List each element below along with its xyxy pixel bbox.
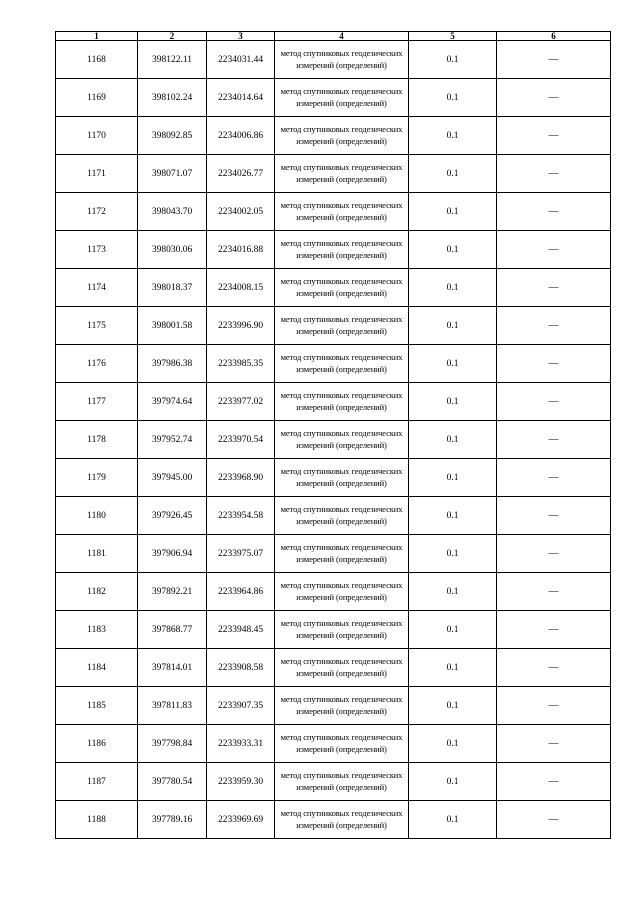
accuracy-cell: 0.1	[409, 725, 497, 763]
point-number-cell: 1180	[56, 497, 138, 535]
method-cell: метод спутниковых геодезических измерений (определений)	[275, 649, 409, 687]
accuracy-cell: 0.1	[409, 649, 497, 687]
y-coordinate-cell: 2234031.44	[207, 41, 275, 79]
column-header-6: 6	[497, 32, 611, 41]
point-number-cell: 1185	[56, 687, 138, 725]
note-cell: —	[497, 573, 611, 611]
table-row	[56, 649, 611, 687]
point-number-cell: 1172	[56, 193, 138, 231]
y-coordinate-cell: 2233954.58	[207, 497, 275, 535]
accuracy-cell: 0.1	[409, 687, 497, 725]
accuracy-cell: 0.1	[409, 231, 497, 269]
method-cell: метод спутниковых геодезических измерений (определений)	[275, 421, 409, 459]
method-cell: метод спутниковых геодезических измерений (определений)	[275, 117, 409, 155]
table-row	[56, 763, 611, 801]
x-coordinate-cell: 398102.24	[138, 79, 207, 117]
x-coordinate-cell: 397952.74	[138, 421, 207, 459]
point-number-cell: 1178	[56, 421, 138, 459]
y-coordinate-cell: 2234014.64	[207, 79, 275, 117]
x-coordinate-cell: 397945.00	[138, 459, 207, 497]
accuracy-cell: 0.1	[409, 535, 497, 573]
y-coordinate-cell: 2233948.45	[207, 611, 275, 649]
method-cell: метод спутниковых геодезических измерений (определений)	[275, 383, 409, 421]
accuracy-cell: 0.1	[409, 573, 497, 611]
method-cell: метод спутниковых геодезических измерений (определений)	[275, 41, 409, 79]
coordinates-table	[55, 31, 611, 839]
x-coordinate-cell: 397926.45	[138, 497, 207, 535]
note-cell: —	[497, 117, 611, 155]
table-row	[56, 383, 611, 421]
method-cell: метод спутниковых геодезических измерений (определений)	[275, 345, 409, 383]
x-coordinate-cell: 397868.77	[138, 611, 207, 649]
note-cell: —	[497, 497, 611, 535]
method-cell: метод спутниковых геодезических измерений (определений)	[275, 459, 409, 497]
y-coordinate-cell: 2233985.35	[207, 345, 275, 383]
method-cell: метод спутниковых геодезических измерений (определений)	[275, 687, 409, 725]
y-coordinate-cell: 2233908.58	[207, 649, 275, 687]
point-number-cell: 1176	[56, 345, 138, 383]
note-cell: —	[497, 649, 611, 687]
table-row	[56, 79, 611, 117]
accuracy-cell: 0.1	[409, 763, 497, 801]
note-cell: —	[497, 459, 611, 497]
x-coordinate-cell: 397780.54	[138, 763, 207, 801]
method-cell: метод спутниковых геодезических измерений (определений)	[275, 611, 409, 649]
table-row	[56, 497, 611, 535]
y-coordinate-cell: 2233964.86	[207, 573, 275, 611]
method-cell: метод спутниковых геодезических измерений (определений)	[275, 231, 409, 269]
x-coordinate-cell: 398030.06	[138, 231, 207, 269]
accuracy-cell: 0.1	[409, 307, 497, 345]
point-number-cell: 1173	[56, 231, 138, 269]
column-header-3: 3	[207, 32, 275, 41]
table-row	[56, 687, 611, 725]
y-coordinate-cell: 2233996.90	[207, 307, 275, 345]
method-cell: метод спутниковых геодезических измерений (определений)	[275, 801, 409, 839]
x-coordinate-cell: 398092.85	[138, 117, 207, 155]
table-row	[56, 117, 611, 155]
table-row	[56, 535, 611, 573]
table-row	[56, 269, 611, 307]
method-cell: метод спутниковых геодезических измерений (определений)	[275, 497, 409, 535]
point-number-cell: 1169	[56, 79, 138, 117]
method-cell: метод спутниковых геодезических измерений (определений)	[275, 535, 409, 573]
point-number-cell: 1182	[56, 573, 138, 611]
point-number-cell: 1177	[56, 383, 138, 421]
x-coordinate-cell: 397906.94	[138, 535, 207, 573]
method-cell: метод спутниковых геодезических измерений (определений)	[275, 307, 409, 345]
note-cell: —	[497, 687, 611, 725]
y-coordinate-cell: 2233933.31	[207, 725, 275, 763]
accuracy-cell: 0.1	[409, 497, 497, 535]
column-header-1: 1	[56, 32, 138, 41]
note-cell: —	[497, 763, 611, 801]
y-coordinate-cell: 2234016.88	[207, 231, 275, 269]
note-cell: —	[497, 193, 611, 231]
point-number-cell: 1168	[56, 41, 138, 79]
point-number-cell: 1174	[56, 269, 138, 307]
point-number-cell: 1179	[56, 459, 138, 497]
note-cell: —	[497, 269, 611, 307]
x-coordinate-cell: 397892.21	[138, 573, 207, 611]
accuracy-cell: 0.1	[409, 193, 497, 231]
x-coordinate-cell: 397986.38	[138, 345, 207, 383]
note-cell: —	[497, 79, 611, 117]
y-coordinate-cell: 2233907.35	[207, 687, 275, 725]
accuracy-cell: 0.1	[409, 117, 497, 155]
y-coordinate-cell: 2234002.05	[207, 193, 275, 231]
table-header-row	[56, 32, 611, 41]
note-cell: —	[497, 307, 611, 345]
method-cell: метод спутниковых геодезических измерений (определений)	[275, 155, 409, 193]
point-number-cell: 1186	[56, 725, 138, 763]
point-number-cell: 1183	[56, 611, 138, 649]
point-number-cell: 1181	[56, 535, 138, 573]
x-coordinate-cell: 398043.70	[138, 193, 207, 231]
x-coordinate-cell: 398001.58	[138, 307, 207, 345]
x-coordinate-cell: 397811.83	[138, 687, 207, 725]
column-header-2: 2	[138, 32, 207, 41]
table-row	[56, 345, 611, 383]
method-cell: метод спутниковых геодезических измерений (определений)	[275, 269, 409, 307]
x-coordinate-cell: 398018.37	[138, 269, 207, 307]
table-row	[56, 193, 611, 231]
y-coordinate-cell: 2233977.02	[207, 383, 275, 421]
y-coordinate-cell: 2234006.86	[207, 117, 275, 155]
point-number-cell: 1188	[56, 801, 138, 839]
note-cell: —	[497, 383, 611, 421]
accuracy-cell: 0.1	[409, 383, 497, 421]
x-coordinate-cell: 398071.07	[138, 155, 207, 193]
note-cell: —	[497, 155, 611, 193]
method-cell: метод спутниковых геодезических измерений (определений)	[275, 573, 409, 611]
accuracy-cell: 0.1	[409, 421, 497, 459]
accuracy-cell: 0.1	[409, 269, 497, 307]
accuracy-cell: 0.1	[409, 459, 497, 497]
table-row	[56, 611, 611, 649]
method-cell: метод спутниковых геодезических измерений (определений)	[275, 193, 409, 231]
accuracy-cell: 0.1	[409, 611, 497, 649]
point-number-cell: 1171	[56, 155, 138, 193]
note-cell: —	[497, 725, 611, 763]
y-coordinate-cell: 2233959.30	[207, 763, 275, 801]
table-row	[56, 231, 611, 269]
y-coordinate-cell: 2233969.69	[207, 801, 275, 839]
accuracy-cell: 0.1	[409, 801, 497, 839]
point-number-cell: 1170	[56, 117, 138, 155]
note-cell: —	[497, 535, 611, 573]
note-cell: —	[497, 41, 611, 79]
y-coordinate-cell: 2233968.90	[207, 459, 275, 497]
point-number-cell: 1184	[56, 649, 138, 687]
table-body	[56, 41, 611, 839]
method-cell: метод спутниковых геодезических измерений (определений)	[275, 763, 409, 801]
accuracy-cell: 0.1	[409, 79, 497, 117]
table-row	[56, 41, 611, 79]
x-coordinate-cell: 398122.11	[138, 41, 207, 79]
note-cell: —	[497, 611, 611, 649]
table-row	[56, 421, 611, 459]
x-coordinate-cell: 397814.01	[138, 649, 207, 687]
note-cell: —	[497, 231, 611, 269]
point-number-cell: 1175	[56, 307, 138, 345]
point-number-cell: 1187	[56, 763, 138, 801]
column-header-5: 5	[409, 32, 497, 41]
x-coordinate-cell: 397789.16	[138, 801, 207, 839]
y-coordinate-cell: 2233975.07	[207, 535, 275, 573]
note-cell: —	[497, 345, 611, 383]
table-row	[56, 459, 611, 497]
table-row	[56, 801, 611, 839]
method-cell: метод спутниковых геодезических измерений (определений)	[275, 725, 409, 763]
method-cell: метод спутниковых геодезических измерений (определений)	[275, 79, 409, 117]
accuracy-cell: 0.1	[409, 155, 497, 193]
note-cell: —	[497, 421, 611, 459]
accuracy-cell: 0.1	[409, 41, 497, 79]
table-row	[56, 307, 611, 345]
x-coordinate-cell: 397974.64	[138, 383, 207, 421]
table-row	[56, 573, 611, 611]
column-header-4: 4	[275, 32, 409, 41]
y-coordinate-cell: 2233970.54	[207, 421, 275, 459]
y-coordinate-cell: 2234026.77	[207, 155, 275, 193]
note-cell: —	[497, 801, 611, 839]
table-row	[56, 155, 611, 193]
table-row	[56, 725, 611, 763]
accuracy-cell: 0.1	[409, 345, 497, 383]
y-coordinate-cell: 2234008.15	[207, 269, 275, 307]
x-coordinate-cell: 397798.84	[138, 725, 207, 763]
